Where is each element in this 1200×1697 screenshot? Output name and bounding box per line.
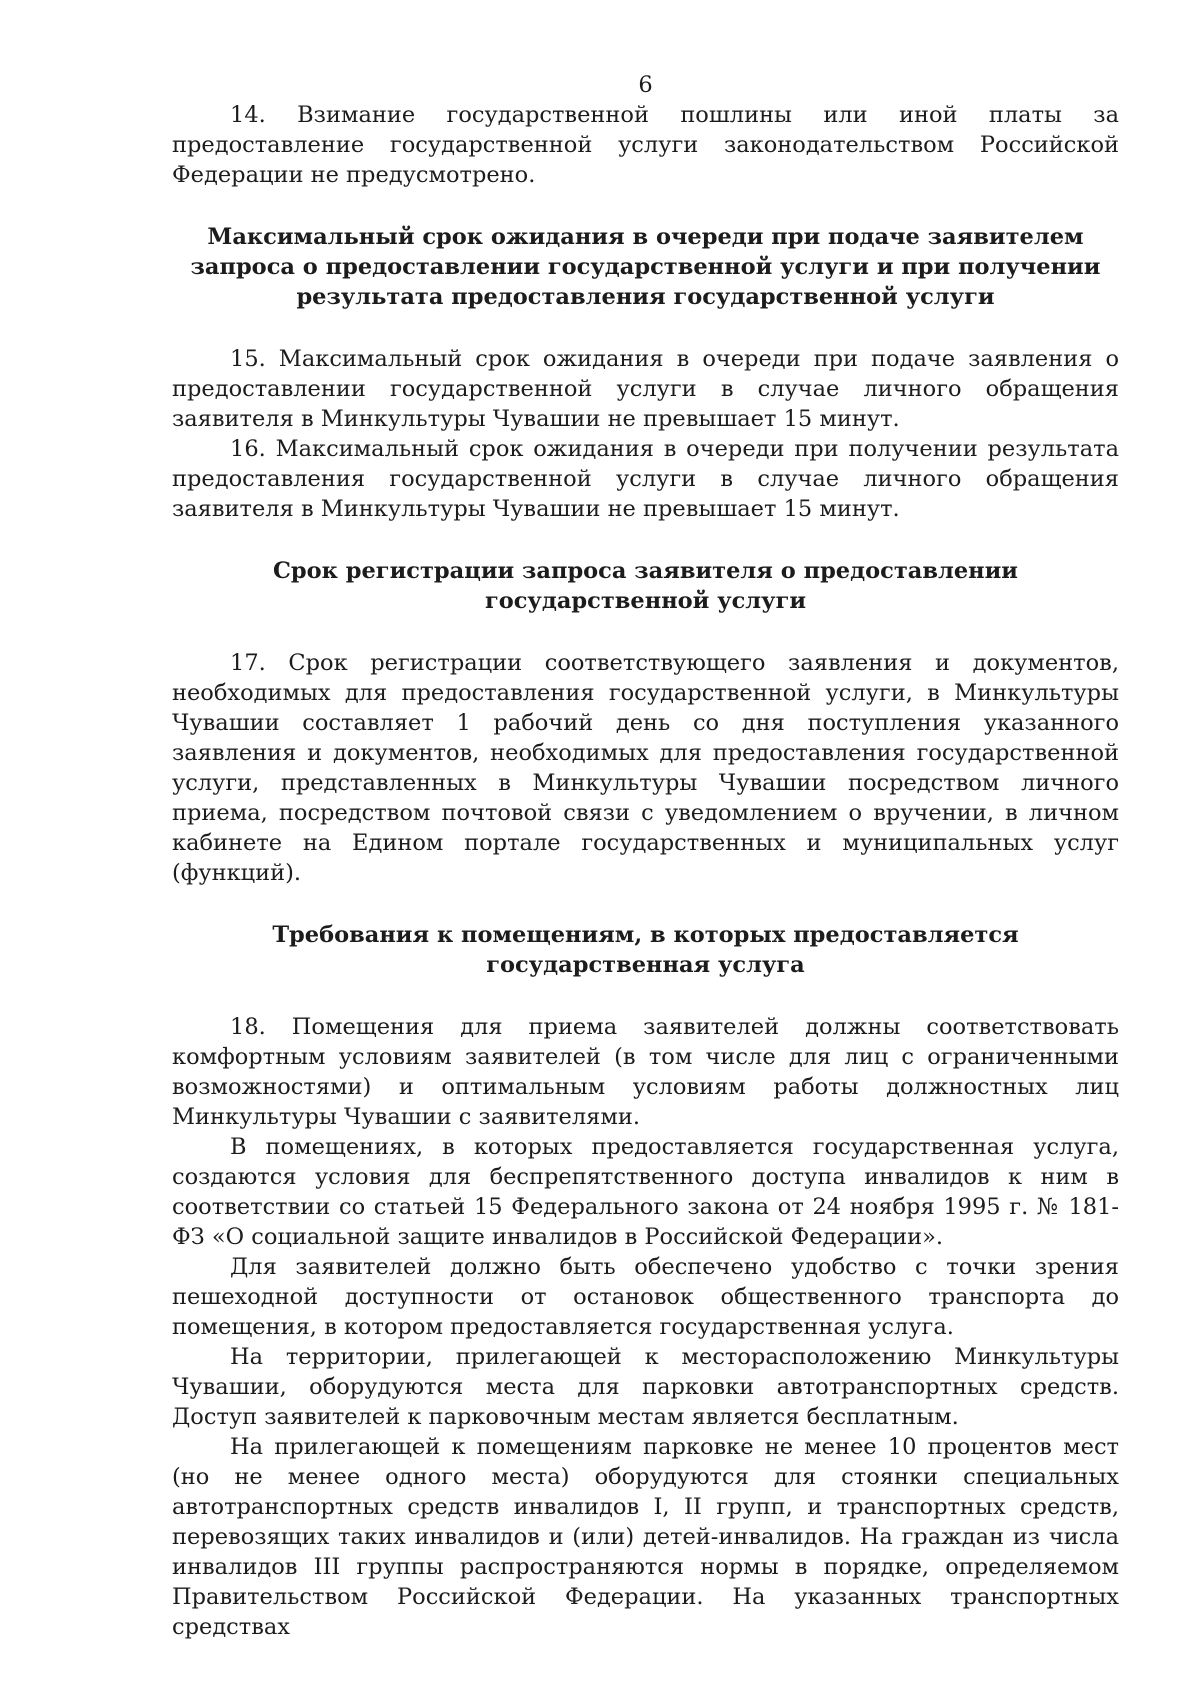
paragraph-14: 14. Взимание государственной пошлины или иной платы за предоставление государственной услуги законодательством Российской Федерации не предусмотрено. xyxy=(172,102,1119,188)
paragraph-15: 15. Максимальный срок ожидания в очереди при подаче заявления о предоставлении государственной услуги в случае личного обращения заявителя в Минкультуры Чувашии не превышает 15 минут. xyxy=(172,346,1119,432)
paragraph-18: 18. Помещения для приема заявителей должны соответствовать комфортным условиям заявителей (в том числе для лиц с ограниченными возможностями) и оптимальным условиям работы должностных лиц Минкультуры Чувашии с заявителями. xyxy=(172,1014,1119,1130)
section-heading-waiting-time: Максимальный срок ожидания в очереди при подаче заявителем запроса о предоставлении государственной услуги и при получении результата предоставления государственной услуги xyxy=(190,224,1101,310)
paragraph-18-parking: На территории, прилегающей к месторасположению Минкультуры Чувашии, оборудуются места для парковки автотранспортных средств. Доступ заявителей к парковочным местам является бесплатным. xyxy=(172,1344,1119,1430)
section-heading-registration-time: Срок регистрации запроса заявителя о предоставлении государственной услуги xyxy=(273,558,1018,614)
paragraph-18-accessibility: В помещениях, в которых предоставляется государственная услуга, создаются условия для беспрепятственного доступа инвалидов к ним в соответствии со статьей 15 Федерального закона от 24 ноября 1995 г. № 181-ФЗ «О социальной защите инвалидов в Российской Федерации». xyxy=(172,1134,1119,1250)
paragraph-18-disabled-parking: На прилегающей к помещениям парковке не менее 10 процентов мест (но не менее одного места) оборудуются для стоянки специальных автотранспортных средств инвалидов I, II групп, и транспортных средств, перевозящих таких инвалидов и (или) детей-инвалидов. На граждан из числа инвалидов III группы распространяются нормы в порядке, определяемом Правительством Российской Федерации. На указанных транспортных средствах xyxy=(172,1434,1119,1640)
paragraph-16: 16. Максимальный срок ожидания в очереди при получении результата предоставления государственной услуги в случае личного обращения заявителя в Минкультуры Чувашии не превышает 15 минут. xyxy=(172,436,1119,522)
section-heading-premises-requirements: Требования к помещениям, в которых предоставляется государственная услуга xyxy=(272,922,1019,978)
paragraph-17: 17. Срок регистрации соответствующего заявления и документов, необходимых для предоставления государственной услуги, в Минкультуры Чувашии составляет 1 рабочий день со дня поступления указанного заявления и документов, необходимых для предоставления государственной услуги, представленных в Минкультуры Чувашии посредством личного приема, посредством почтовой связи с уведомлением о вручении, в личном кабинете на Едином портале государственных и муниципальных услуг (функций). xyxy=(172,650,1119,886)
page-number: 6 xyxy=(638,72,653,98)
document-page xyxy=(172,70,1119,1642)
paragraph-18-pedestrian: Для заявителей должно быть обеспечено удобство с точки зрения пешеходной доступности от остановок общественного транспорта до помещения, в котором предоставляется государственная услуга. xyxy=(172,1254,1119,1340)
